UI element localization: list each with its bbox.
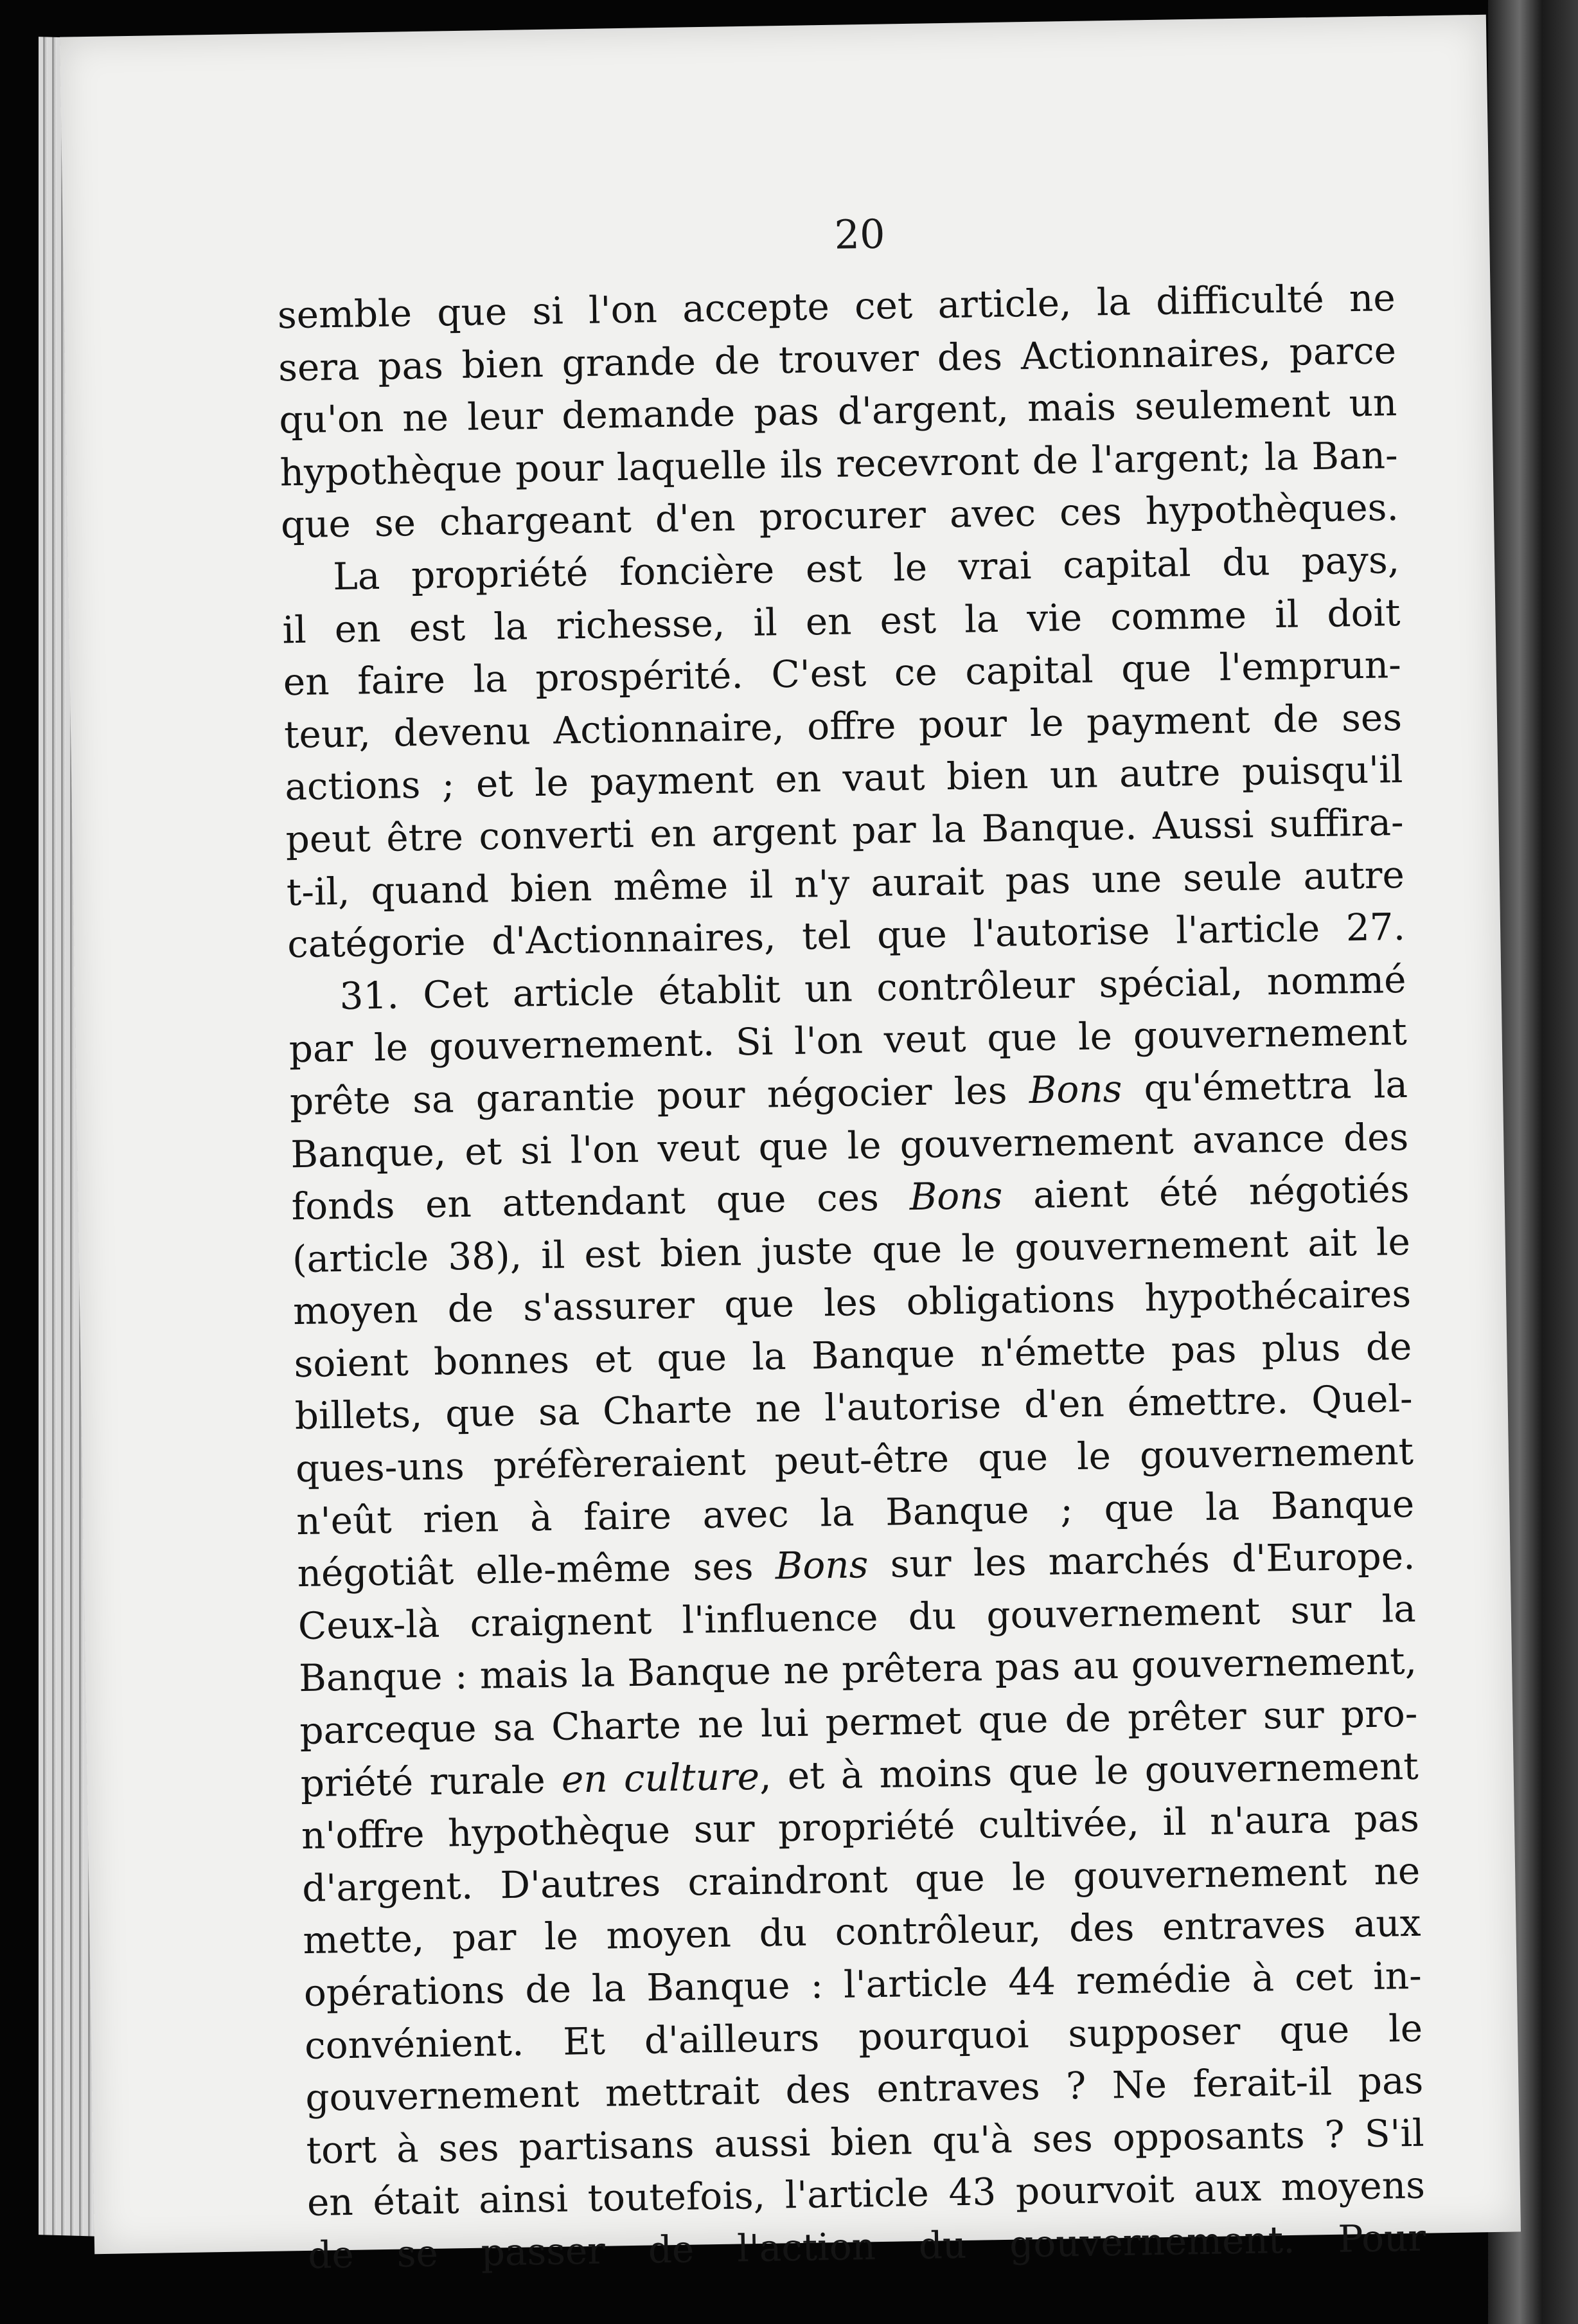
text-line: 31. Cet article établit un contrôleur spécial, nommé [339, 957, 1406, 1018]
text-line: billets, que sa Charte ne l'autorise d'en émettre. Quel- [294, 1377, 1414, 1438]
book-page [60, 15, 1521, 2277]
text-line: convénient. Et d'ailleurs pourquoi supposer que le [304, 2006, 1423, 2068]
text-line: prête sa garantie pour négocier les Bons qu'émettra la [289, 1062, 1408, 1124]
text-line: négotiât elle-même ses Bons sur les marchés d'Europe. [297, 1534, 1415, 1596]
text-line: peut être converti en argent par la Banque. Aussi suffira- [285, 800, 1405, 862]
text-line: gouvernement mettrait des entraves ? Ne ferait-il pas [305, 2058, 1424, 2120]
text-line: moyen de s'assurer que les obligations hypothécaires [292, 1272, 1412, 1334]
text-line: soient bonnes et que la Banque n'émette pas plus de [293, 1324, 1412, 1386]
text-line: opérations de la Banque : l'article 44 remédie à cet in- [303, 1953, 1423, 2016]
text-line: mette, par le moyen du contrôleur, des entraves aux [303, 1901, 1421, 1963]
text-line: teur, devenu Actionnaire, offre pour le payment de ses [283, 695, 1403, 757]
text-line: il en est la richesse, il en est la vie comme il doit [282, 590, 1401, 652]
text-line: t-il, quand bien même il n'y aurait pas une seule autre [286, 852, 1405, 914]
text-line: (article 38), il est bien juste que le gouvernement ait le [292, 1219, 1411, 1281]
text-line: catégorie d'Actionnaires, tel que l'autorise l'article 27. [287, 905, 1406, 967]
text-line: sera pas bien grande de trouver des Actionnaires, parce [278, 328, 1397, 389]
text-line: parceque sa Charte ne lui permet que de prêter sur pro- [299, 1691, 1418, 1753]
page-number: 20 [833, 210, 886, 258]
text-line: hypothèque pour laquelle ils recevront de l'argent; la Ban- [279, 433, 1399, 495]
text-line: en faire la prospérité. C'est ce capital que l'emprun- [283, 643, 1402, 704]
text-line: Banque, et si l'on veut que le gouvernement avance des [290, 1114, 1409, 1176]
text-line: semble que si l'on accepte cet article, la difficulté ne [277, 276, 1396, 337]
text-line: que se chargeant d'en procurer avec ces hypothèques. [280, 485, 1399, 547]
text-line: de se passer de l'action du gouvernement. Pour [307, 2215, 1426, 2277]
text-line: fonds en attendant que ces Bons aient été négotiés [291, 1166, 1410, 1229]
text-line: ques-uns préfèreraient peut-être que le gouvernement [295, 1429, 1414, 1491]
text-line: d'argent. D'autres craindront que le gouvernement ne [301, 1848, 1421, 1910]
text-line: n'eût rien à faire avec la Banque ; que la Banque [296, 1481, 1415, 1543]
text-line: par le gouvernement. Si l'on veut que le gouvernement [288, 1010, 1408, 1071]
text-line: qu'on ne leur demande pas d'argent, mais seulement un [278, 380, 1397, 442]
text-line: actions ; et le payment en vaut bien un autre puisqu'il [284, 747, 1403, 809]
text-line: en était ainsi toutefois, l'article 43 pourvoit aux moyens [306, 2163, 1426, 2225]
text-line: La propriété foncière est le vrai capital du pays, [332, 537, 1400, 599]
text-line: tort à ses partisans aussi bien qu'à ses opposants ? S'il [306, 2111, 1425, 2172]
text-line: Banque : mais la Banque ne prêtera pas au gouvernement, [298, 1639, 1417, 1701]
text-line: n'offre hypothèque sur propriété cultivée, il n'aura pas [301, 1796, 1420, 1858]
body-text [277, 272, 1426, 2282]
text-line: Ceux-là craignent l'influence du gouvernement sur la [297, 1586, 1417, 1648]
text-line: priété rurale en culture, et à moins que le gouvernement [300, 1744, 1419, 1805]
